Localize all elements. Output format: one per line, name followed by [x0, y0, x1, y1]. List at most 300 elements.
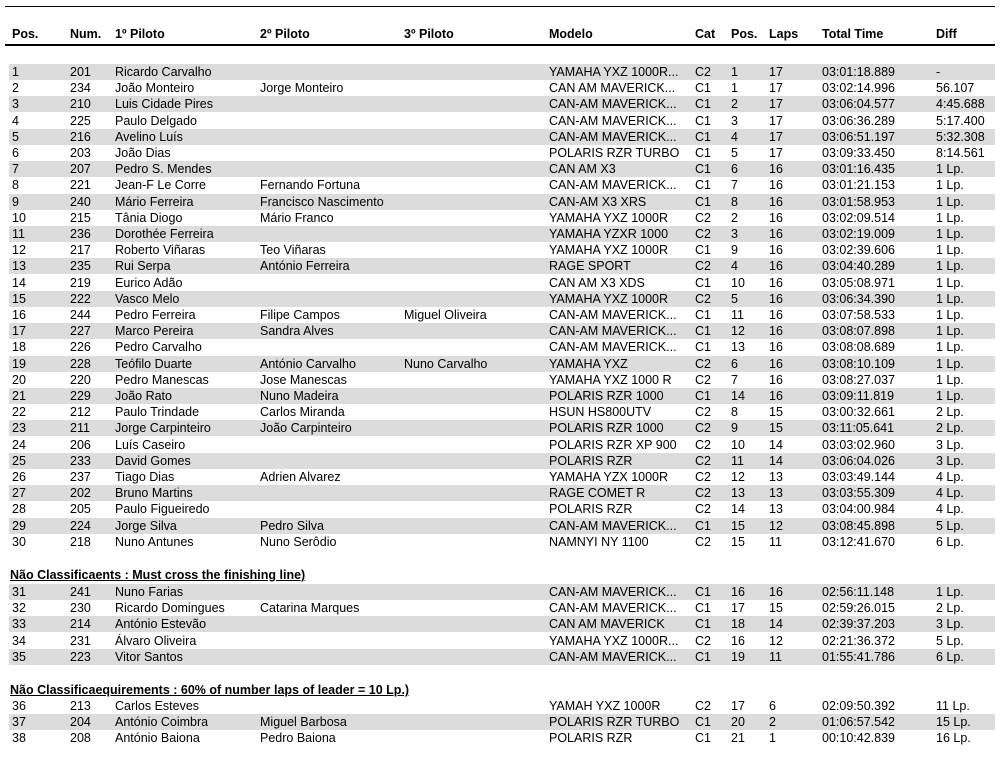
cell-pilot1: Luís Caseiro: [115, 437, 186, 452]
table-row[interactable]: [0, 307, 1000, 323]
cell-pilot1: Nuno Farias: [115, 585, 184, 599]
cell-total-time: 02:56:11.148: [822, 585, 895, 599]
cell-diff: 1 Lp.: [936, 227, 964, 241]
header-diff[interactable]: Diff: [936, 27, 957, 41]
table-row[interactable]: [0, 80, 1000, 96]
cell-laps: 14: [769, 453, 783, 468]
cell-cat: C1: [695, 146, 711, 160]
cell-diff: 1 Lp.: [936, 243, 964, 258]
cell-laps: 14: [769, 617, 783, 632]
cell-pilot1: Eurico Adão: [115, 275, 183, 290]
cell-num: 227: [70, 324, 91, 339]
cell-pilot2: Francisco Nascimento: [260, 194, 384, 209]
cell-pos: 10: [12, 210, 26, 225]
cell-model: CAN-AM MAVERICK...: [549, 308, 677, 322]
cell-cat: C2: [695, 227, 711, 241]
cell-pilot2: Catarina Marques: [260, 601, 360, 616]
cell-laps: 17: [769, 97, 783, 112]
table-row[interactable]: [0, 388, 1000, 404]
cell-cat-pos: 9: [731, 243, 738, 258]
table-row[interactable]: [0, 210, 1000, 226]
cell-model: POLARIS RZR: [549, 502, 633, 517]
cell-diff: 6 Lp.: [936, 534, 964, 549]
cell-pos: 15: [12, 291, 26, 306]
cell-num: 224: [70, 518, 91, 533]
cell-pilot2: Nuno Serôdio: [260, 534, 337, 549]
cell-pilot1: Pedro Carvalho: [115, 340, 202, 355]
cell-cat-pos: 19: [731, 649, 745, 664]
cell-num: 202: [70, 486, 91, 501]
cell-cat: C2: [695, 259, 711, 274]
cell-pilot1: Ricardo Carvalho: [115, 65, 212, 79]
cell-pilot1: João Rato: [115, 389, 172, 403]
cell-pilot1: Pedro S. Mendes: [115, 162, 212, 177]
cell-num: 222: [70, 291, 91, 306]
table-row[interactable]: [0, 437, 1000, 453]
cell-pilot3: Miguel Oliveira: [404, 308, 487, 322]
cell-model: POLARIS RZR XP 900: [549, 437, 677, 452]
cell-num: 216: [70, 129, 91, 144]
cell-cat: C2: [695, 437, 711, 452]
cell-pilot1: Paulo Trindade: [115, 405, 200, 420]
cell-pilot1: Carlos Esteves: [115, 699, 200, 713]
cell-diff: -: [936, 65, 941, 79]
header-total-time[interactable]: Total Time: [822, 27, 884, 41]
cell-pos: 32: [12, 601, 26, 616]
cell-pilot1: Vitor Santos: [115, 649, 183, 664]
cell-num: 228: [70, 356, 91, 371]
table-row[interactable]: [0, 730, 1000, 746]
cell-cat-pos: 10: [731, 275, 745, 290]
cell-laps: 16: [769, 275, 783, 290]
table-row[interactable]: [0, 469, 1000, 485]
cell-pos: 27: [12, 486, 26, 501]
cell-pilot1: Paulo Figueiredo: [115, 502, 210, 517]
cell-total-time: 03:01:16.435: [822, 162, 895, 177]
cell-pilot1: Bruno Martins: [115, 486, 193, 501]
cell-cat-pos: 11: [731, 308, 744, 322]
cell-pilot1: António Coimbra: [115, 715, 209, 730]
cell-pos: 2: [12, 81, 19, 96]
cell-total-time: 03:04:00.984: [822, 502, 895, 517]
cell-cat-pos: 17: [731, 601, 745, 616]
cell-cat-pos: 14: [731, 389, 745, 403]
table-row[interactable]: [0, 518, 1000, 534]
cell-total-time: 03:02:19.009: [822, 227, 895, 241]
cell-pos: 13: [12, 259, 26, 274]
cell-total-time: 03:05:08.971: [822, 275, 895, 290]
cell-pos: 20: [12, 372, 26, 387]
cell-cat: C1: [695, 715, 711, 730]
table-row[interactable]: [0, 372, 1000, 388]
cell-pilot2: Sandra Alves: [260, 324, 334, 339]
cell-diff: 15 Lp.: [936, 715, 971, 730]
cell-cat-pos: 8: [731, 405, 738, 420]
cell-laps: 16: [769, 178, 783, 193]
cell-total-time: 03:01:58.953: [822, 194, 895, 209]
cell-total-time: 00:10:42.839: [822, 731, 895, 746]
cell-cat-pos: 11: [731, 453, 744, 468]
header-pilot2[interactable]: 2º Piloto: [260, 27, 310, 41]
table-row[interactable]: [0, 129, 1000, 145]
cell-pilot1: Nuno Antunes: [115, 534, 194, 549]
cell-diff: 5 Lp.: [936, 633, 964, 648]
cell-pos: 31: [12, 585, 26, 599]
cell-cat: C2: [695, 534, 711, 549]
cell-num: 205: [70, 502, 91, 517]
cell-model: CAN AM X3 XDS: [549, 275, 645, 290]
cell-model: POLARIS RZR TURBO: [549, 146, 680, 160]
cell-cat-pos: 12: [731, 470, 745, 484]
cell-cat-pos: 16: [731, 633, 745, 648]
cell-pilot1: Jorge Carpinteiro: [115, 421, 211, 436]
cell-pilot1: António Estevão: [115, 617, 207, 632]
cell-cat: C1: [695, 617, 711, 632]
cell-pilot2: Pedro Baiona: [260, 731, 336, 746]
cell-pilot1: João Dias: [115, 146, 171, 160]
cell-model: YAMAHA YXZ 1000 R: [549, 372, 672, 387]
cell-pos: 19: [12, 356, 26, 371]
cell-pilot1: Paulo Delgado: [115, 113, 198, 128]
cell-pilot2: Miguel Barbosa: [260, 715, 347, 730]
cell-total-time: 02:21:36.372: [822, 633, 895, 648]
cell-model: CAN-AM MAVERICK...: [549, 340, 677, 355]
cell-pos: 23: [12, 421, 26, 436]
cell-cat: C2: [695, 421, 711, 436]
cell-cat: C2: [695, 633, 711, 648]
cell-num: 221: [70, 178, 91, 193]
table-row[interactable]: [0, 258, 1000, 274]
cell-pilot2: Carlos Miranda: [260, 405, 345, 420]
cell-cat-pos: 10: [731, 437, 745, 452]
cell-diff: 5 Lp.: [936, 518, 964, 533]
cell-model: POLARIS RZR: [549, 731, 633, 746]
cell-num: 220: [70, 372, 91, 387]
cell-num: 206: [70, 437, 91, 452]
cell-total-time: 03:06:51.197: [822, 129, 895, 144]
cell-diff: 16 Lp.: [936, 731, 971, 746]
cell-pos: 17: [12, 324, 26, 339]
cell-cat: C1: [695, 340, 711, 355]
header-cat[interactable]: Cat: [695, 27, 716, 41]
cell-num: 218: [70, 534, 91, 549]
cell-pos: 4: [12, 113, 19, 128]
cell-total-time: 03:08:27.037: [822, 372, 895, 387]
cell-laps: 1: [769, 731, 776, 746]
table-row[interactable]: [0, 356, 1000, 372]
cell-pilot1: Tiago Dias: [115, 470, 175, 484]
cell-diff: 1 Lp.: [936, 372, 964, 387]
table-row[interactable]: [0, 633, 1000, 649]
cell-cat-pos: 1: [731, 81, 738, 96]
cell-pilot1: Teófilo Duarte: [115, 356, 193, 371]
cell-laps: 16: [769, 227, 783, 241]
cell-num: 241: [70, 585, 91, 599]
cell-num: 233: [70, 453, 91, 468]
cell-pos: 9: [12, 194, 19, 209]
cell-diff: 6 Lp.: [936, 649, 964, 664]
cell-laps: 2: [769, 715, 776, 730]
cell-laps: 16: [769, 308, 783, 322]
cell-diff: 1 Lp.: [936, 194, 964, 209]
cell-pilot1: Tânia Diogo: [115, 210, 183, 225]
cell-diff: 4 Lp.: [936, 470, 964, 484]
cell-model: RAGE SPORT: [549, 259, 631, 274]
table-row[interactable]: [0, 698, 1000, 714]
cell-cat-pos: 18: [731, 617, 745, 632]
cell-num: 217: [70, 243, 91, 258]
cell-total-time: 02:39:37.203: [822, 617, 895, 632]
cell-num: 235: [70, 259, 91, 274]
cell-cat: C2: [695, 453, 711, 468]
cell-cat-pos: 13: [731, 486, 745, 501]
table-row[interactable]: [0, 177, 1000, 193]
table-row[interactable]: [0, 64, 1000, 80]
cell-diff: 2 Lp.: [936, 601, 964, 616]
cell-total-time: 03:11:05.641: [822, 421, 895, 436]
cell-pilot1: Dorothée Ferreira: [115, 227, 214, 241]
cell-model: CAN-AM MAVERICK...: [549, 97, 677, 112]
cell-pilot2: Pedro Silva: [260, 518, 324, 533]
cell-cat: C1: [695, 275, 711, 290]
cell-total-time: 03:08:08.689: [822, 340, 895, 355]
cell-model: NAMNYI NY 1100: [549, 534, 649, 549]
table-row[interactable]: [0, 714, 1000, 730]
cell-model: CAN-AM MAVERICK...: [549, 649, 677, 664]
cell-cat: C2: [695, 291, 711, 306]
table-row[interactable]: [0, 323, 1000, 339]
cell-pilot2: António Ferreira: [260, 259, 350, 274]
header-pilot3[interactable]: 3º Piloto: [404, 27, 454, 41]
cell-cat-pos: 20: [731, 715, 745, 730]
cell-cat-pos: 8: [731, 194, 738, 209]
cell-pos: 11: [12, 227, 25, 241]
cell-pos: 28: [12, 502, 26, 517]
table-row[interactable]: [0, 242, 1000, 258]
cell-num: 234: [70, 81, 91, 96]
cell-laps: 16: [769, 291, 783, 306]
table-row[interactable]: [0, 194, 1000, 210]
cell-num: 201: [70, 65, 91, 79]
cell-num: 213: [70, 699, 91, 713]
cell-pilot1: João Monteiro: [115, 81, 195, 96]
cell-pilot1: Luis Cidade Pires: [115, 97, 213, 112]
cell-model: YAMAHA YXZ 1000R: [549, 243, 669, 258]
cell-model: YAMAH YXZ 1000R: [549, 699, 661, 713]
cell-num: 207: [70, 162, 91, 177]
table-row[interactable]: [0, 485, 1000, 501]
cell-cat: C1: [695, 649, 711, 664]
table-row[interactable]: [0, 534, 1000, 550]
cell-cat: C2: [695, 372, 711, 387]
cell-laps: 17: [769, 129, 783, 144]
cell-diff: 1 Lp.: [936, 324, 964, 339]
cell-pos: 24: [12, 437, 26, 452]
table-row[interactable]: [0, 291, 1000, 307]
table-row[interactable]: [0, 584, 1000, 600]
section-title: Não Classificaequirements : 60% of number laps of leader = 10 Lp.): [10, 683, 410, 697]
cell-total-time: 03:08:07.898: [822, 324, 895, 339]
cell-num: 230: [70, 601, 91, 616]
table-row[interactable]: [0, 339, 1000, 355]
cell-pilot1: Mário Ferreira: [115, 194, 194, 209]
cell-model: YAMAHA YZXR 1000: [549, 227, 669, 241]
cell-model: YAMAHA YXZ: [549, 356, 628, 371]
cell-pilot2: Fernando Fortuna: [260, 178, 361, 193]
cell-cat-pos: 2: [731, 210, 738, 225]
cell-laps: 16: [769, 243, 783, 258]
cell-pos: 34: [12, 633, 26, 648]
cell-diff: 3 Lp.: [936, 617, 964, 632]
cell-cat: C1: [695, 389, 711, 403]
cell-total-time: 03:02:39.606: [822, 243, 895, 258]
cell-pilot1: Marco Pereira: [115, 324, 194, 339]
cell-model: CAN-AM X3 XRS: [549, 194, 647, 209]
cell-diff: 1 Lp.: [936, 291, 964, 306]
cell-total-time: 03:09:33.450: [822, 146, 895, 160]
header-cat-pos[interactable]: Pos.: [731, 27, 758, 41]
cell-pilot1: Jean-F Le Corre: [115, 178, 207, 193]
cell-pos: 21: [12, 389, 26, 403]
cell-cat: C1: [695, 97, 711, 112]
cell-pilot1: Jorge Silva: [115, 518, 177, 533]
table-row[interactable]: [0, 145, 1000, 161]
cell-pos: 26: [12, 470, 26, 484]
cell-total-time: 03:09:11.819: [822, 389, 895, 403]
cell-num: 231: [70, 633, 91, 648]
cell-diff: 1 Lp.: [936, 356, 964, 371]
cell-num: 210: [70, 97, 91, 112]
header-pos[interactable]: Pos.: [12, 27, 39, 41]
cell-model: CAN-AM MAVERICK...: [549, 324, 677, 339]
cell-num: 211: [70, 421, 90, 436]
cell-num: 212: [70, 405, 91, 420]
cell-model: CAN-AM MAVERICK...: [549, 178, 677, 193]
cell-pos: 5: [12, 129, 19, 144]
table-row[interactable]: [0, 96, 1000, 112]
cell-pilot1: Ricardo Domingues: [115, 601, 225, 616]
table-row[interactable]: [0, 275, 1000, 291]
table-row[interactable]: [0, 404, 1000, 420]
cell-pos: 38: [12, 731, 26, 746]
cell-num: 203: [70, 146, 91, 160]
cell-laps: 17: [769, 146, 783, 160]
cell-total-time: 03:08:10.109: [822, 356, 895, 371]
cell-model: YAMAHA YZX 1000R: [549, 470, 669, 484]
cell-total-time: 03:07:58.533: [822, 308, 895, 322]
cell-cat: C1: [695, 129, 711, 144]
cell-laps: 6: [769, 699, 776, 713]
table-row[interactable]: [0, 453, 1000, 469]
cell-cat: C1: [695, 81, 711, 96]
table-header: [0, 26, 1000, 42]
cell-pilot2: Teo Viñaras: [260, 243, 326, 258]
cell-model: CAN-AM MAVERICK...: [549, 113, 677, 128]
cell-cat-pos: 5: [731, 146, 738, 160]
cell-cat: C1: [695, 178, 711, 193]
cell-total-time: 03:12:41.670: [822, 534, 895, 549]
cell-model: RAGE COMET R: [549, 486, 646, 501]
table-row[interactable]: [0, 420, 1000, 436]
cell-diff: 56.107: [936, 81, 975, 96]
cell-total-time: 03:08:45.898: [822, 518, 895, 533]
cell-num: 237: [70, 470, 91, 484]
cell-pos: 33: [12, 617, 26, 632]
cell-diff: 3 Lp.: [936, 437, 964, 452]
cell-diff: 2 Lp.: [936, 421, 964, 436]
cell-diff: 5:17.400: [936, 113, 985, 128]
cell-pilot1: Pedro Manescas: [115, 372, 209, 387]
cell-cat-pos: 17: [731, 699, 745, 713]
header-model[interactable]: Modelo: [549, 27, 593, 41]
section-title: Não Classificaents : Must cross the finishing line): [10, 568, 306, 582]
cell-laps: 16: [769, 372, 783, 387]
cell-model: CAN-AM MAVERICK...: [549, 129, 677, 144]
cell-cat: C2: [695, 502, 711, 517]
cell-total-time: 03:02:14.996: [822, 81, 895, 96]
cell-laps: 13: [769, 486, 783, 501]
cell-cat-pos: 15: [731, 518, 745, 533]
cell-diff: 5:32.308: [936, 129, 985, 144]
cell-num: 225: [70, 113, 91, 128]
cell-laps: 11: [769, 649, 782, 664]
cell-cat-pos: 3: [731, 227, 738, 241]
cell-total-time: 03:00:32.661: [822, 405, 895, 420]
table-row[interactable]: [0, 649, 1000, 665]
table-row[interactable]: [0, 113, 1000, 129]
table-row[interactable]: [0, 616, 1000, 632]
cell-diff: 1 Lp.: [936, 162, 964, 177]
cell-total-time: 03:06:36.289: [822, 113, 895, 128]
cell-total-time: 03:03:02.960: [822, 437, 895, 452]
cell-model: HSUN HS800UTV: [549, 405, 652, 420]
cell-pilot1: David Gomes: [115, 453, 191, 468]
cell-cat-pos: 7: [731, 372, 738, 387]
cell-diff: 1 Lp.: [936, 389, 964, 403]
cell-model: CAN AM MAVERICK: [549, 617, 665, 632]
cell-pilot1: Vasco Melo: [115, 291, 180, 306]
cell-laps: 16: [769, 194, 783, 209]
cell-cat: C2: [695, 405, 711, 420]
cell-model: POLARIS RZR 1000: [549, 421, 664, 436]
cell-num: 223: [70, 649, 91, 664]
cell-cat: C1: [695, 585, 711, 599]
cell-pilot2: António Carvalho: [260, 356, 356, 371]
cell-diff: 3 Lp.: [936, 453, 964, 468]
table-row[interactable]: [0, 501, 1000, 517]
cell-laps: 15: [769, 601, 783, 616]
cell-diff: 1 Lp.: [936, 210, 964, 225]
cell-laps: 17: [769, 113, 783, 128]
header-num[interactable]: Num.: [70, 27, 102, 41]
cell-laps: 17: [769, 65, 783, 79]
cell-pos: 16: [12, 308, 26, 322]
cell-pos: 1: [12, 65, 19, 79]
header-laps[interactable]: Laps: [769, 27, 799, 41]
table-row[interactable]: [0, 600, 1000, 616]
cell-cat-pos: 3: [731, 113, 738, 128]
cell-cat: C2: [695, 210, 711, 225]
cell-cat-pos: 13: [731, 340, 745, 355]
cell-cat: C1: [695, 194, 711, 209]
table-row[interactable]: [0, 226, 1000, 242]
table-row[interactable]: [0, 161, 1000, 177]
cell-model: POLARIS RZR TURBO: [549, 715, 680, 730]
cell-total-time: 02:59:26.015: [822, 601, 895, 616]
cell-pos: 30: [12, 534, 26, 549]
cell-pilot2: Filipe Campos: [260, 308, 340, 322]
header-pilot1[interactable]: 1º Piloto: [115, 27, 165, 41]
